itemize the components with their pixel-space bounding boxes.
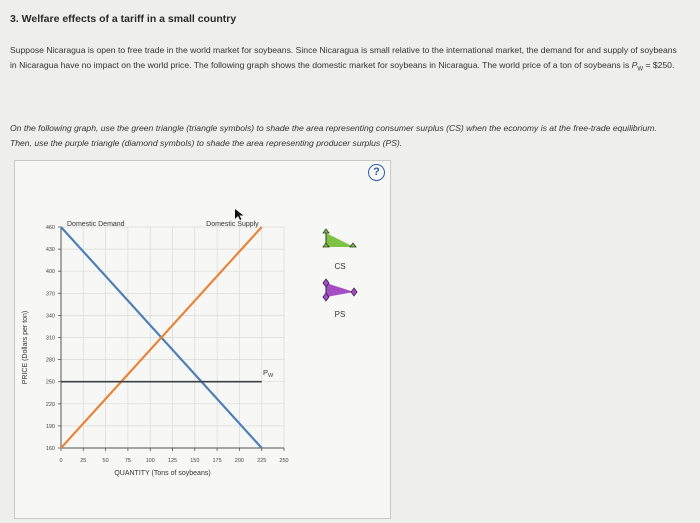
y-axis-label: PRICE (Dollars per ton) bbox=[22, 310, 29, 385]
ps-tool[interactable] bbox=[323, 279, 357, 319]
question-instructions: On the following graph, use the green triangle (triangle symbols) to shade the area representing consumer surplus (CS) when the economy is at the free-trade equilibrium. Then, use the purple triangle (diamond symbols) to shade the area representing producer surplus (PS). bbox=[10, 123, 657, 148]
x-tick-label: 225 bbox=[257, 458, 267, 464]
y-tick-label: 190 bbox=[45, 423, 55, 430]
surplus-chart[interactable] bbox=[15, 161, 390, 518]
y-tick-label: 370 bbox=[45, 291, 55, 298]
y-tick-label: 400 bbox=[45, 269, 55, 276]
pw-label: $P_W$ bbox=[263, 368, 274, 379]
cursor-icon bbox=[235, 209, 244, 220]
y-tick-label: 460 bbox=[45, 225, 55, 231]
question-intro: Suppose Nicaragua is open to free trade in the world market for soybeans. Since Nicaragua is small relative to the international market, the demand for and supply of soybeans in Nicaragua have no impact on the world price. The following graph shows the domestic market for soybeans in Nicaragua. The world price of a ton of soybeans is $P_W$ = $250. bbox=[10, 45, 677, 73]
question-title: 3. Welfare effects of a tariff in a small country bbox=[10, 13, 237, 25]
x-tick-label: 200 bbox=[234, 458, 244, 464]
y-tick-label: 160 bbox=[45, 446, 55, 452]
cs-label: CS bbox=[334, 262, 346, 271]
purple-triangle-tool-icon bbox=[323, 279, 357, 301]
x-tick-label: 100 bbox=[145, 458, 155, 464]
axes bbox=[22, 225, 289, 477]
grid bbox=[61, 227, 284, 448]
x-tick-label: 25 bbox=[80, 458, 87, 464]
ps-label: PS bbox=[334, 310, 346, 319]
graph-panel bbox=[14, 160, 391, 519]
y-tick-label: 280 bbox=[45, 357, 55, 364]
x-axis-label: QUANTITY (Tons of soybeans) bbox=[114, 470, 211, 477]
x-tick-label: 175 bbox=[212, 458, 222, 464]
y-tick-label: 250 bbox=[45, 379, 55, 386]
supply-curve-label: Domestic Supply bbox=[206, 221, 259, 228]
x-tick-label: 250 bbox=[279, 458, 289, 464]
cs-tool[interactable] bbox=[323, 229, 356, 271]
help-icon[interactable]: ? bbox=[368, 164, 385, 181]
x-tick-label: 75 bbox=[124, 458, 131, 464]
demand-curve-label: Domestic Demand bbox=[67, 221, 125, 228]
y-tick-label: 310 bbox=[45, 335, 55, 342]
x-tick-label: 50 bbox=[102, 458, 109, 464]
x-tick-label: 150 bbox=[190, 458, 200, 464]
green-triangle-tool-icon bbox=[323, 229, 356, 247]
x-tick-label: 125 bbox=[167, 458, 178, 464]
x-tick-label: 0 bbox=[59, 458, 63, 464]
y-tick-label: 220 bbox=[45, 401, 55, 408]
y-tick-label: 430 bbox=[45, 247, 55, 254]
y-tick-label: 340 bbox=[45, 313, 55, 320]
